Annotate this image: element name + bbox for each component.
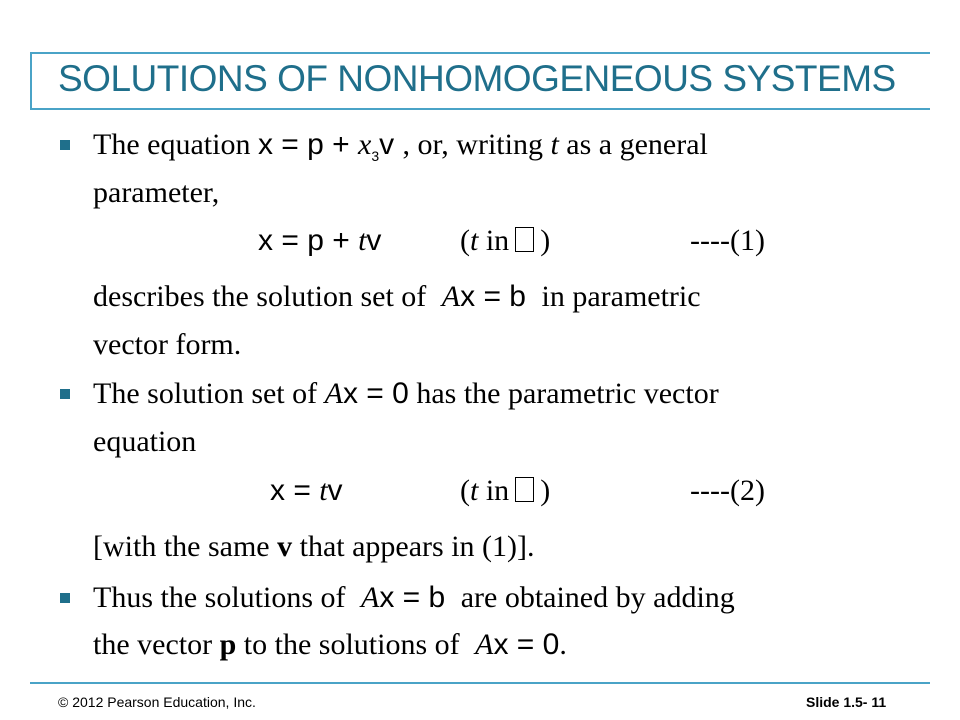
equation-1-label: ----(1) xyxy=(690,224,765,257)
equation-ax-0: Ax = 0 xyxy=(324,377,409,410)
bullet-3-line-2: the vector p to the solutions of Ax = 0. xyxy=(93,628,567,661)
equation-2-label: ----(2) xyxy=(690,474,765,507)
equation-ax-b: Ax = b xyxy=(361,581,446,614)
equation-2-domain: (t in ) xyxy=(460,474,551,507)
footer-rule xyxy=(30,682,930,684)
top-rule xyxy=(30,52,930,54)
slide-title: SOLUTIONS OF NONHOMOGENEOUS SYSTEMS xyxy=(58,58,896,99)
equation-1-domain: (t in ) xyxy=(460,224,551,257)
bullet-3-line-1: Thus the solutions of Ax = b are obtained by adding xyxy=(93,581,735,614)
desc-line-2: vector form. xyxy=(93,328,242,361)
bullet-1-line-2: parameter, xyxy=(93,176,220,209)
bullet-1 xyxy=(60,140,70,150)
equation-ax-b: Ax = b xyxy=(441,280,526,313)
bullet-3 xyxy=(60,593,70,603)
equation-2-lhs: x = tv xyxy=(270,474,343,507)
equation-ax-0: Ax = 0 xyxy=(475,628,560,661)
left-rule xyxy=(30,52,32,108)
title-underline xyxy=(30,108,930,110)
bullet-2-line-1: The solution set of Ax = 0 has the parametric vector xyxy=(93,377,719,410)
bullet-1-line-1: The equation $x = p + x_3v$ , or, writing t as a general xyxy=(93,128,708,164)
equation-1-lhs: x = p + tv xyxy=(258,224,382,257)
footer-copyright: © 2012 Pearson Education, Inc. xyxy=(58,694,256,710)
bullet-2-line-2: equation xyxy=(93,425,197,458)
bullet-2 xyxy=(60,389,70,399)
equation-x-p-x3v: $x = p + x_3v$ xyxy=(257,128,395,164)
with-note: [with the same v that appears in (1)]. xyxy=(93,530,535,563)
missing-glyph-icon xyxy=(515,477,534,502)
footer-slide-number: Slide 1.5- 11 xyxy=(806,694,887,710)
missing-glyph-icon xyxy=(515,227,534,252)
desc-line-1: describes the solution set of Ax = b in parametric xyxy=(93,280,701,313)
